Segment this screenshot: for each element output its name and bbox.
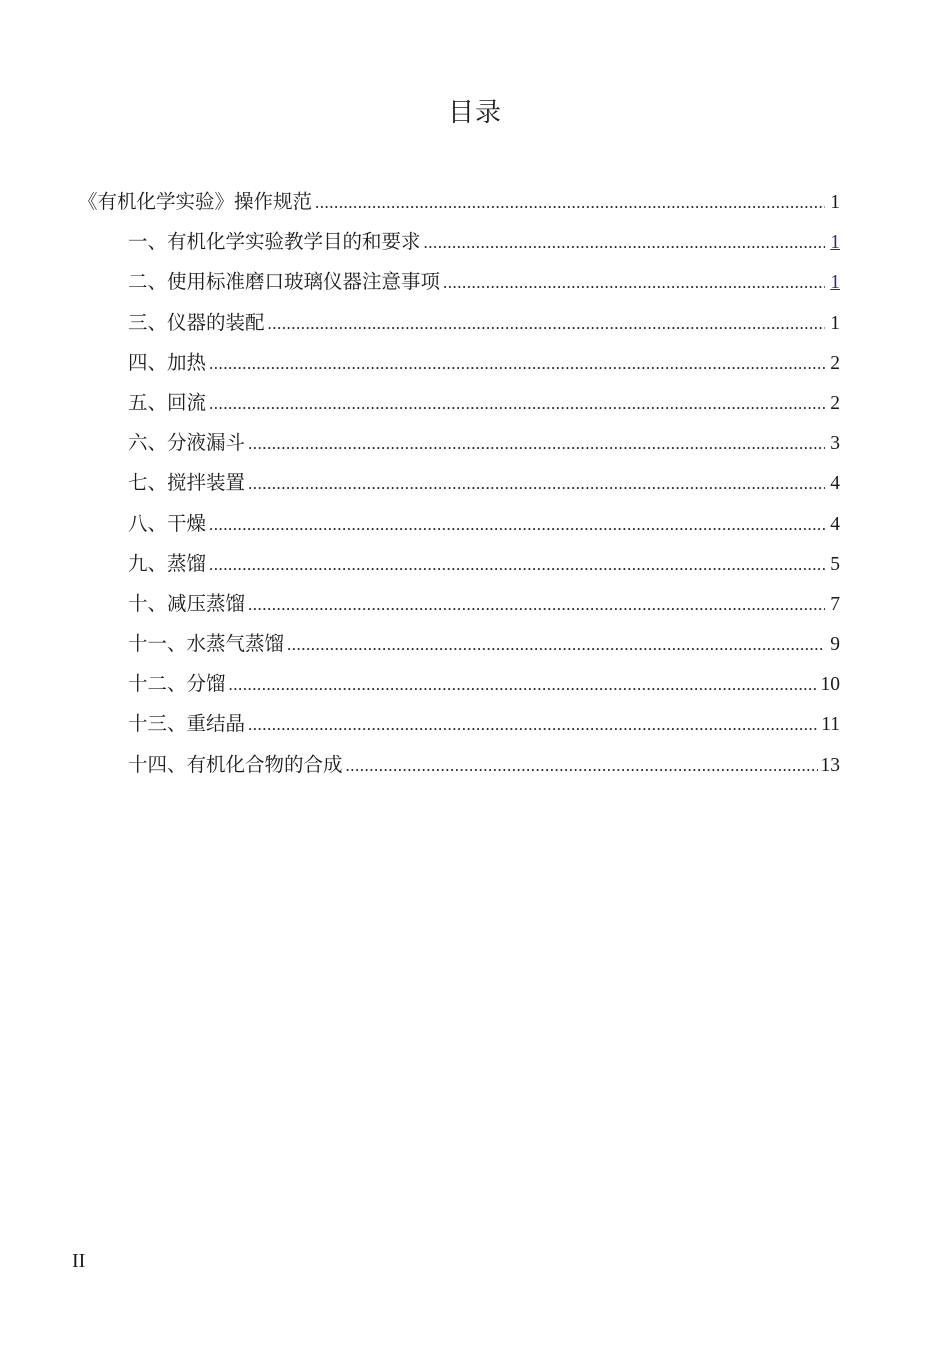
toc-dot-leader	[315, 193, 825, 213]
toc-dot-leader	[229, 675, 818, 695]
toc-entry[interactable]	[78, 508, 840, 548]
toc-entry-page-number[interactable]: 1	[830, 232, 840, 254]
toc-entry[interactable]	[78, 749, 840, 789]
toc-entry-label[interactable]: 五、回流	[128, 390, 207, 414]
toc-entry-label[interactable]: 六、分液漏斗	[128, 431, 246, 455]
toc-dot-leader	[268, 314, 825, 334]
toc-entry[interactable]	[78, 307, 840, 347]
page-number: II	[72, 1250, 86, 1272]
toc-entry-label[interactable]: 十、减压蒸馏	[128, 591, 246, 615]
toc-dot-leader	[443, 273, 825, 293]
toc-entry[interactable]	[78, 347, 840, 387]
toc-entry-page-number[interactable]: 1	[830, 312, 840, 334]
toc-entry[interactable]	[78, 387, 840, 427]
toc-entry-page-number[interactable]: 9	[830, 634, 840, 656]
toc-entry-label[interactable]: 十一、水蒸气蒸馏	[128, 632, 285, 656]
toc-dot-leader	[287, 635, 825, 655]
toc-entry[interactable]	[78, 266, 840, 306]
toc-entry-label[interactable]: 八、干燥	[128, 511, 207, 535]
toc-entry-page-number[interactable]: 2	[830, 352, 840, 374]
toc-entry-label[interactable]: 十二、分馏	[128, 672, 226, 696]
table-of-contents	[78, 186, 840, 789]
toc-entry[interactable]	[78, 668, 840, 708]
toc-entry[interactable]	[78, 226, 840, 266]
toc-entry-page-number[interactable]: 7	[830, 593, 840, 615]
toc-dot-leader	[209, 555, 825, 575]
toc-entry-page-number[interactable]: 4	[830, 513, 840, 535]
toc-dot-leader	[346, 756, 818, 776]
toc-entry[interactable]	[78, 708, 840, 748]
toc-entry-label[interactable]: 十三、重结晶	[128, 712, 246, 736]
toc-entry-label[interactable]: 九、蒸馏	[128, 551, 207, 575]
toc-entry-page-number[interactable]: 5	[830, 553, 840, 575]
page-title: 目录	[447, 98, 502, 128]
toc-entry[interactable]	[78, 186, 840, 226]
toc-dot-leader	[248, 715, 818, 735]
toc-entry-label[interactable]: 一、有机化学实验教学目的和要求	[128, 230, 421, 254]
toc-entry-page-number[interactable]: 2	[830, 392, 840, 414]
toc-dot-leader	[248, 434, 825, 454]
toc-dot-leader	[248, 595, 825, 615]
toc-entry-page-number[interactable]: 3	[830, 433, 840, 455]
toc-entry-label[interactable]: 二、使用标准磨口玻璃仪器注意事项	[128, 270, 441, 294]
toc-entry-label[interactable]: 《有机化学实验》操作规范	[78, 190, 313, 213]
toc-entry-page-number[interactable]: 4	[830, 473, 840, 495]
toc-entry[interactable]	[78, 548, 840, 588]
toc-entry-page-number[interactable]: 1	[830, 272, 840, 294]
toc-entry[interactable]	[78, 467, 840, 507]
toc-entry-page-number[interactable]: 10	[820, 674, 840, 696]
toc-entry-page-number[interactable]: 13	[820, 754, 840, 776]
toc-entry[interactable]	[78, 427, 840, 467]
toc-dot-leader	[209, 354, 825, 374]
toc-entry-label[interactable]: 四、加热	[128, 350, 207, 374]
toc-entry[interactable]	[78, 588, 840, 628]
toc-dot-leader	[209, 394, 825, 414]
toc-entry-page-number[interactable]: 11	[821, 714, 840, 736]
toc-entry[interactable]	[78, 628, 840, 668]
toc-entry-label[interactable]: 七、搅拌装置	[128, 471, 246, 495]
toc-entry-page-number[interactable]: 1	[830, 192, 840, 213]
toc-dot-leader	[209, 515, 825, 535]
toc-entry-label[interactable]: 十四、有机化合物的合成	[128, 752, 343, 776]
toc-entry-label[interactable]: 三、仪器的装配	[128, 310, 265, 334]
toc-dot-leader	[424, 233, 825, 253]
toc-dot-leader	[248, 474, 825, 494]
